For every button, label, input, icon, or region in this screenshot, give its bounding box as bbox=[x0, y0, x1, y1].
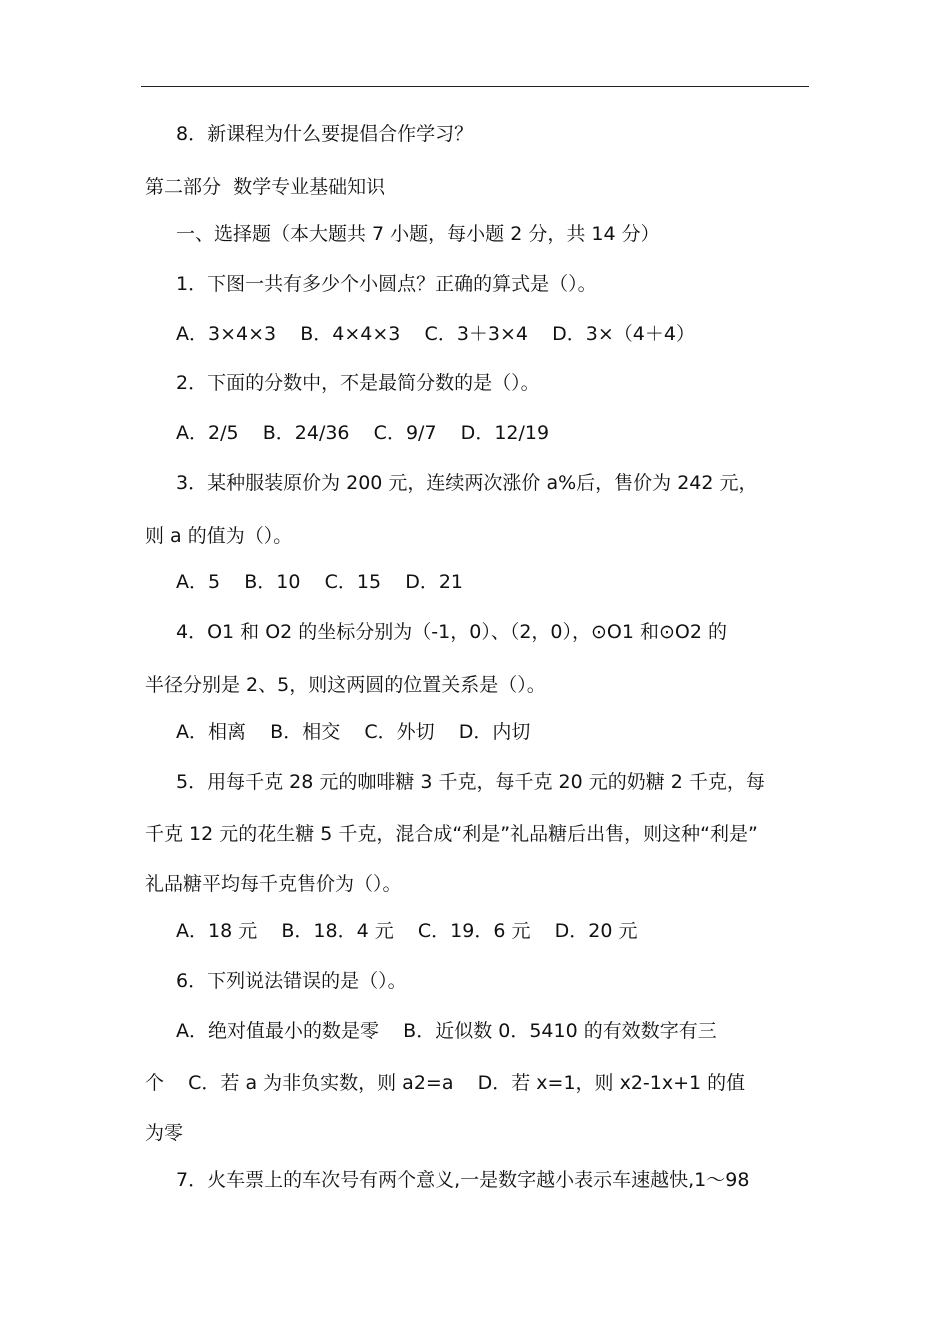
question-4-cont: 半径分别是 2、5，则这两圆的位置关系是（）。 bbox=[145, 674, 546, 696]
question-3-options: A．5 B．10 C．15 D．21 bbox=[176, 571, 464, 593]
question-6: 6．下列说法错误的是（）。 bbox=[176, 970, 407, 992]
question-8: 8．新课程为什么要提倡合作学习？ bbox=[176, 123, 474, 145]
question-5: 5．用每千克 28 元的咖啡糖 3 千克，每千克 20 元的奶糖 2 千克，每 bbox=[176, 771, 765, 793]
question-6-options-3: 为零 bbox=[145, 1122, 184, 1144]
question-5-cont-2: 礼品糖平均每千克售价为（）。 bbox=[145, 873, 402, 895]
question-5-options: A．18 元 B．18．4 元 C．19．6 元 D．20 元 bbox=[176, 920, 638, 942]
question-6-options-2: 个 C．若 a 为非负实数，则 a2=a D．若 x=1，则 x2-1x+1 的值 bbox=[145, 1072, 746, 1094]
question-1-options: A．3×4×3 B．4×4×3 C．3＋3×4 D．3×（4＋4） bbox=[176, 323, 695, 345]
section-heading: 第二部分 数学专业基础知识 bbox=[145, 176, 386, 198]
question-4: 4．O1 和 O2 的坐标分别为（-1，0）、（2，0），⊙O1 和⊙O2 的 bbox=[176, 621, 728, 643]
question-4-options: A．相离 B．相交 C．外切 D．内切 bbox=[176, 721, 531, 743]
question-2: 2．下面的分数中，不是最简分数的是（）。 bbox=[176, 372, 540, 394]
question-1: 1．下图一共有多少个小圆点？正确的算式是（）。 bbox=[176, 273, 597, 295]
choice-section-title: 一、选择题（本大题共 7 小题，每小题 2 分，共 14 分） bbox=[176, 223, 660, 245]
question-2-options: A．2/5 B．24/36 C．9/7 D．12/19 bbox=[176, 422, 550, 444]
question-7: 7．火车票上的车次号有两个意义,一是数字越小表示车速越快,1～98 bbox=[176, 1169, 750, 1191]
question-3-cont: 则 a 的值为（）。 bbox=[145, 525, 293, 547]
header-rule bbox=[141, 86, 809, 87]
question-6-options-1: A．绝对值最小的数是零 B．近似数 0．5410 的有效数字有三 bbox=[176, 1020, 717, 1042]
question-3: 3．某种服装原价为 200 元，连续两次涨价 a%后，售价为 242 元， bbox=[176, 472, 758, 494]
question-5-cont-1: 千克 12 元的花生糖 5 千克，混合成“利是”礼品糖后出售，则这种“利是” bbox=[145, 823, 758, 845]
